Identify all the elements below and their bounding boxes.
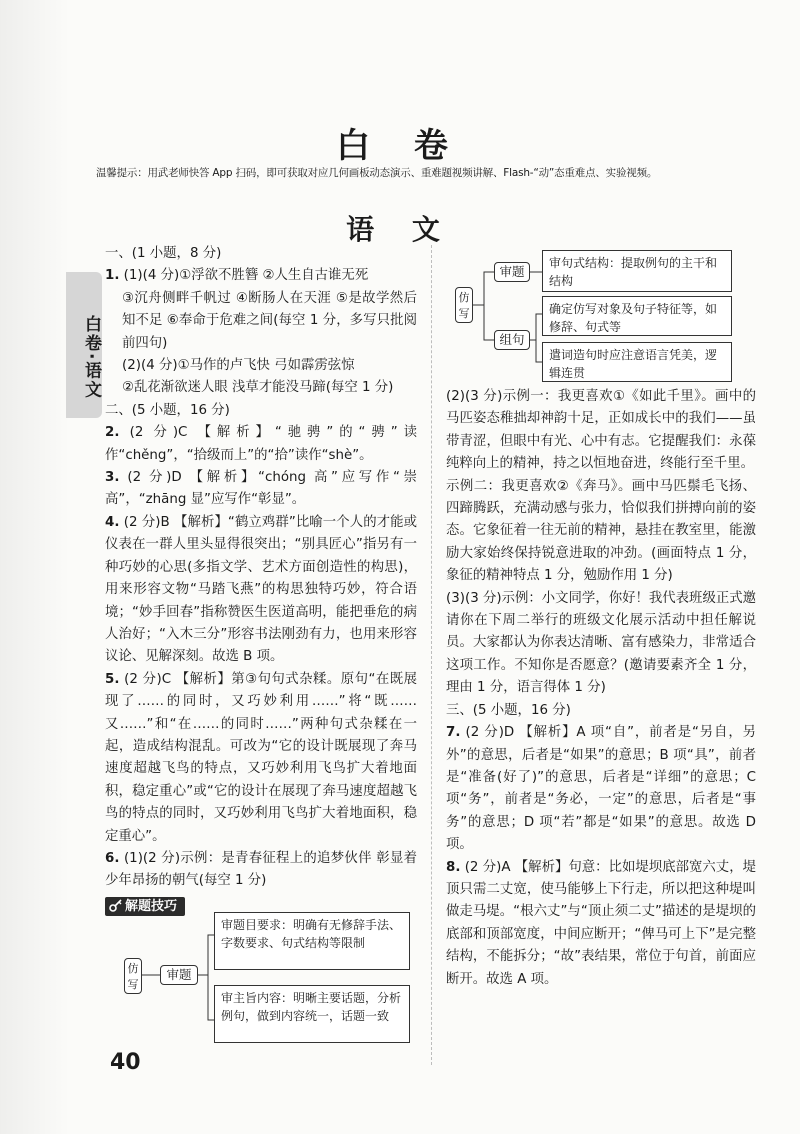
q1-part1b: ③沉舟侧畔千帆过 ④断肠人在天涯 ⑤是故学然后知不足 ⑥奉命于危难之间(每空 1 分，多写只批阅前四句): [122, 290, 417, 351]
mindmap-box-requirements: 审题目要求：明确有无修辞手法、字数要求、句式结构等限制: [214, 912, 410, 970]
q6-part2b: 示例二：我更喜欢②《奔马》。画中马匹鬃毛飞扬、四蹄腾跃，充满动感与张力，恰似我们拼搏向前的姿态。它象征着一往无前的精神，悬挂在教室里，能激励大家始终保持锐意进取的冲劲。(画面特点 1 分，象征的精神特点 1 分，勉励作用 1 分): [446, 478, 756, 584]
section-3-heading: 三、(5 小题，16 分): [446, 702, 571, 718]
mindmap-root-left: 仿写: [124, 958, 142, 994]
q1-part2b: ②乱花渐欲迷人眼 浅草才能没马蹄(每空 1 分): [122, 380, 394, 396]
q6-number: 6.: [105, 850, 120, 866]
right-column: [446, 386, 756, 991]
q5-text: (2 分)C 【解析】第③句句式杂糅。原句“在既展现了……的同时，又巧妙利用……”将“既……又……”和“在……的同时……”两种句式杂糅在一起，造成结构混乱。可改为“它的设计既展现了奔马速度超越飞鸟的特点，又巧妙利用飞鸟扩大着地面积，稳定重心”或“它的设计在展现了奔马速度超越飞鸟的特点的同时，又巧妙利用飞鸟扩大着地面积，稳定重心”。: [105, 671, 417, 844]
q8-answer: [446, 857, 756, 991]
q1-number: 1.: [105, 268, 120, 284]
q3-text: (2 分)D 【解析】“chóng 高”应写作“崇高”，“zhāng 显”应写作“彰显”。: [105, 470, 417, 508]
q4-text: (2 分)B 【解析】“鹤立鸡群”比喻一个人的才能或仪表在一群人里头显得很突出；“别具匠心”指另有一种巧妙的心思(多指文学、艺术方面创造性的构思)，用来形容文物“马踏飞燕”的构思独特巧妙，符合语境；“妙手回春”指称赞医生医道高明，能把垂危的病人治好；“入木三分”形容书法刚劲有力，也用来形容议论、见解深刻。故选 B 项。: [105, 514, 417, 665]
q6-part3: (3)(3 分)示例：小文同学，你好！我代表班级正式邀请你在下周二举行的班级文化展示活动中担任解说员。大家都认为你表达清晰、富有感染力，非常适合这项工作。不知你是否愿意？(邀请要素齐全 1 分，理由 1 分，语言得体 1 分): [446, 590, 757, 696]
q2-number: 2.: [105, 425, 120, 441]
mindmap-box-theme: 审主旨内容：明晰主要话题，分析例句，做到内容统一，话题一致: [214, 985, 410, 1043]
mindmap-root-right: 仿写: [455, 287, 473, 323]
q3-number: 3.: [105, 470, 120, 486]
skill-badge-label: 解题技巧: [125, 898, 178, 914]
page-title: 白 卷: [336, 126, 464, 166]
subject-title: 语 文: [346, 213, 454, 246]
q7-text: (2 分)D 【解析】A 项“自”，前者是“另自，另外”的意思，后者是“如果”的意思；B 项“具”，前者是“准备(好了)”的意思，后者是“详细”的意思；C 项“务”，前者是“务必，一定”的意思，后者是“事务”的意思；D 项“若”都是“如果”的意思。故选 D 项。: [446, 725, 756, 853]
tip-line: 温馨提示：用武老师快答 App 扫码，即可获取对应几何画板动态演示、重难题视频讲解、Flash-“动”态重难点、实验视频。: [96, 167, 658, 179]
q1-part2: (2)(4 分)①马作的卢飞快 弓如霹雳弦惊: [122, 358, 355, 374]
section-1-heading: 一、(1 小题，8 分): [105, 246, 222, 261]
q7-answer: [446, 722, 756, 856]
mindmap-node-shenti: 审题: [160, 965, 198, 985]
q5-number: 5.: [105, 671, 120, 687]
mindmap-node-shenti-right: 审题: [494, 262, 530, 282]
q6-text: (1)(2 分)示例：是青春征程上的追梦伙伴 彰显着少年昂扬的朝气(每空 1 分): [105, 850, 417, 889]
q2-text: (2 分)C 【解析】“驰骋”的“骋”读作“chěng”，“拾级而上”的“拾”读作“shè”。: [105, 425, 417, 463]
side-tab-label: 白卷·语文: [81, 314, 101, 400]
q1-part1-text: (1)(4 分)①浮欲不胜簪 ②人生自古谁无死: [123, 268, 369, 284]
q4-number: 4.: [105, 514, 120, 530]
q6-part2: (2)(3 分)示例一：我更喜欢①《如此千里》。画中的马匹姿态稚拙却神韵十足，正如成长中的我们——虽带青涩，但眼中有光、心中有志。它提醒我们：永葆纯粹向上的精神，持之以恒地奋进，终能行至千里。: [446, 389, 756, 472]
q8-text: (2 分)A 【解析】句意：比如堤坝底部宽六丈，堤顶只需二丈宽，使马能够上下行走，所以把这种堤叫做走马堤。“根六丈”与“顶止须二丈”描述的是堤坝的底部和顶部宽度，中间应断开；“俾马可上下”是完整结构，不能拆分；“故”表结果，常位于句首，前面应断开。故选 A 项。: [446, 859, 757, 987]
page-number: 40: [110, 1050, 141, 1075]
q7-number: 7.: [446, 725, 461, 741]
mindmap-box-object: 确定仿写对象及句子特征等，如修辞、句式等: [542, 296, 732, 336]
mindmap-node-zuju: 组句: [494, 330, 530, 350]
mindmap-box-structure: 审句式结构：提取例句的主干和结构: [542, 250, 732, 292]
q8-number: 8.: [446, 859, 461, 875]
mindmap-box-language: 遣词造句时应注意语言凭美，逻辑连贯: [542, 342, 732, 382]
section-2-heading: 二、(5 小题，16 分): [105, 402, 230, 418]
